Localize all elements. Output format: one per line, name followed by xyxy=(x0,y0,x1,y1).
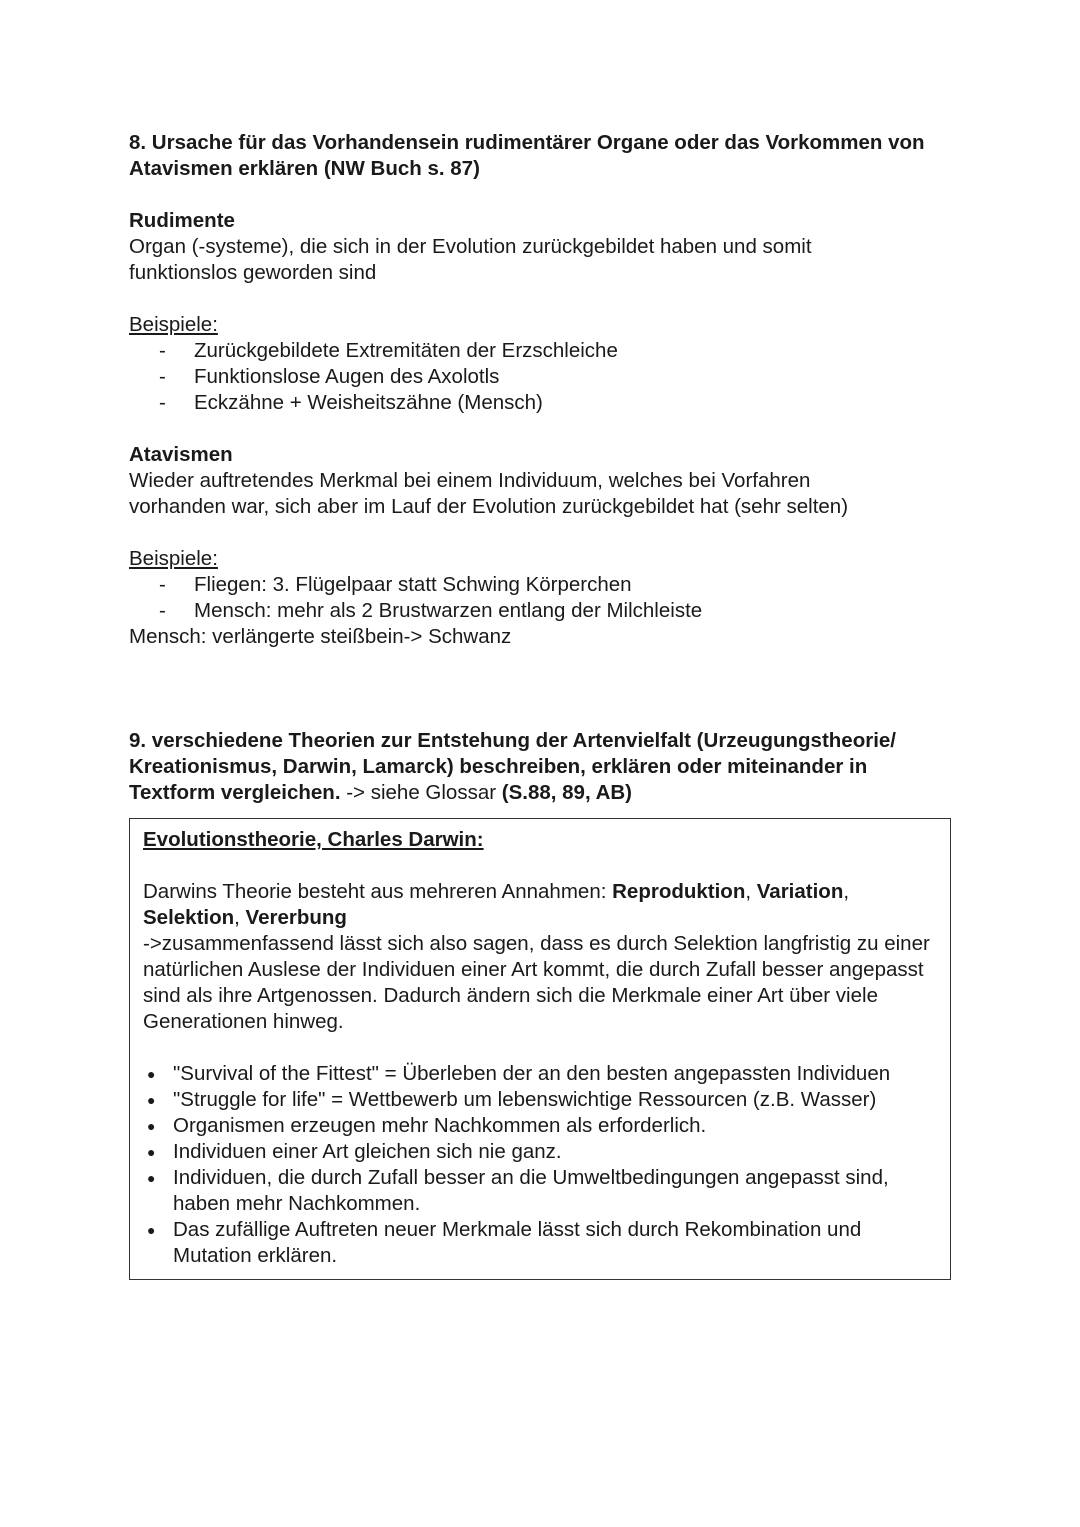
darwin-summary: ->zusammenfassend lässt sich also sagen, dass es durch Selektion langfristig zu einer natürlichen Auslese der Individuen einer Art kommt, die durch Zufall besser angepasst sind als ihre Artgenossen. Dadurch ändern sich die Merkmale einer Art über viele Generationen hinweg. xyxy=(143,932,930,1033)
list-item: ● Das zufällige Auftreten neuer Merkmale lässt sich durch Rekombination und Mutation erklären. xyxy=(143,1217,936,1269)
section-9-heading-ref: (S.88, 89, AB) xyxy=(501,781,633,804)
list-item: - Eckzähne + Weisheitszähne (Mensch) xyxy=(129,390,959,416)
document-page xyxy=(129,130,959,1280)
list-item: - Funktionslose Augen des Axolotls xyxy=(129,364,959,390)
list-item: ● "Struggle for life" = Wettbewerb um lebenswichtige Ressourcen (z.B. Wasser) xyxy=(143,1087,936,1113)
term-separator: , xyxy=(745,880,757,903)
darwin-theory-box xyxy=(129,818,951,1280)
atavismen-examples-list xyxy=(129,572,959,624)
darwin-bullet-list xyxy=(143,1061,936,1269)
list-item: ● Individuen einer Art gleichen sich nie ganz. xyxy=(143,1139,936,1165)
rudimente-examples-list xyxy=(129,338,959,416)
list-item: ● Organismen erzeugen mehr Nachkommen als erforderlich. xyxy=(143,1113,936,1139)
darwin-intro xyxy=(143,879,936,931)
darwin-intro-text: Darwins Theorie besteht aus mehreren Annahmen: xyxy=(143,880,613,903)
term-reproduktion: Reproduktion xyxy=(612,880,746,903)
rudimente-examples-label: Beispiele: xyxy=(129,313,218,336)
atavismen-examples-label: Beispiele: xyxy=(129,547,218,570)
term-separator: , xyxy=(843,880,855,903)
term-vererbung: Vererbung xyxy=(245,906,347,929)
list-item: ● Individuen, die durch Zufall besser an die Umweltbedingungen angepasst sind, haben mehr Nachkommen. xyxy=(143,1165,936,1217)
rudimente-definition: Organ (-systeme), die sich in der Evolution zurückgebildet haben und somit funktionslos geworden sind xyxy=(129,235,812,284)
term-selektion: Selektion xyxy=(143,906,235,929)
term-separator: , xyxy=(234,906,246,929)
section-8-heading: 8. Ursache für das Vorhandensein rudimentärer Organe oder das Vorkommen von Atavismen erklären (NW Buch s. 87) xyxy=(129,131,925,180)
atavismen-title: Atavismen xyxy=(129,443,233,466)
list-item: - Fliegen: 3. Flügelpaar statt Schwing Körperchen xyxy=(129,572,959,598)
term-variation: Variation xyxy=(756,880,844,903)
rudimente-title: Rudimente xyxy=(129,209,235,232)
darwin-box-title: Evolutionstheorie, Charles Darwin: xyxy=(143,828,484,851)
list-item: - Mensch: mehr als 2 Brustwarzen entlang der Milchleiste xyxy=(129,598,959,624)
section-9-heading-normal: -> siehe Glossar xyxy=(340,781,502,804)
list-item: - Zurückgebildete Extremitäten der Erzschleiche xyxy=(129,338,959,364)
list-item: ● "Survival of the Fittest" = Überleben der an den besten angepassten Individuen xyxy=(143,1061,936,1087)
section-9-heading-bold: 9. verschiedene Theorien zur Entstehung der Artenvielfalt (Urzeugungstheorie/ Kreationismus, Darwin, Lamarck) beschreiben, erklären oder miteinander in Textform vergleichen. xyxy=(129,729,896,804)
atavismen-definition: Wieder auftretendes Merkmal bei einem Individuum, welches bei Vorfahren vorhanden war, sich aber im Lauf der Evolution zurückgebildet hat (sehr selten) xyxy=(129,469,849,518)
atavismen-extra-line: Mensch: verlängerte steißbein-> Schwanz xyxy=(129,625,512,648)
section-9-heading xyxy=(129,728,949,806)
